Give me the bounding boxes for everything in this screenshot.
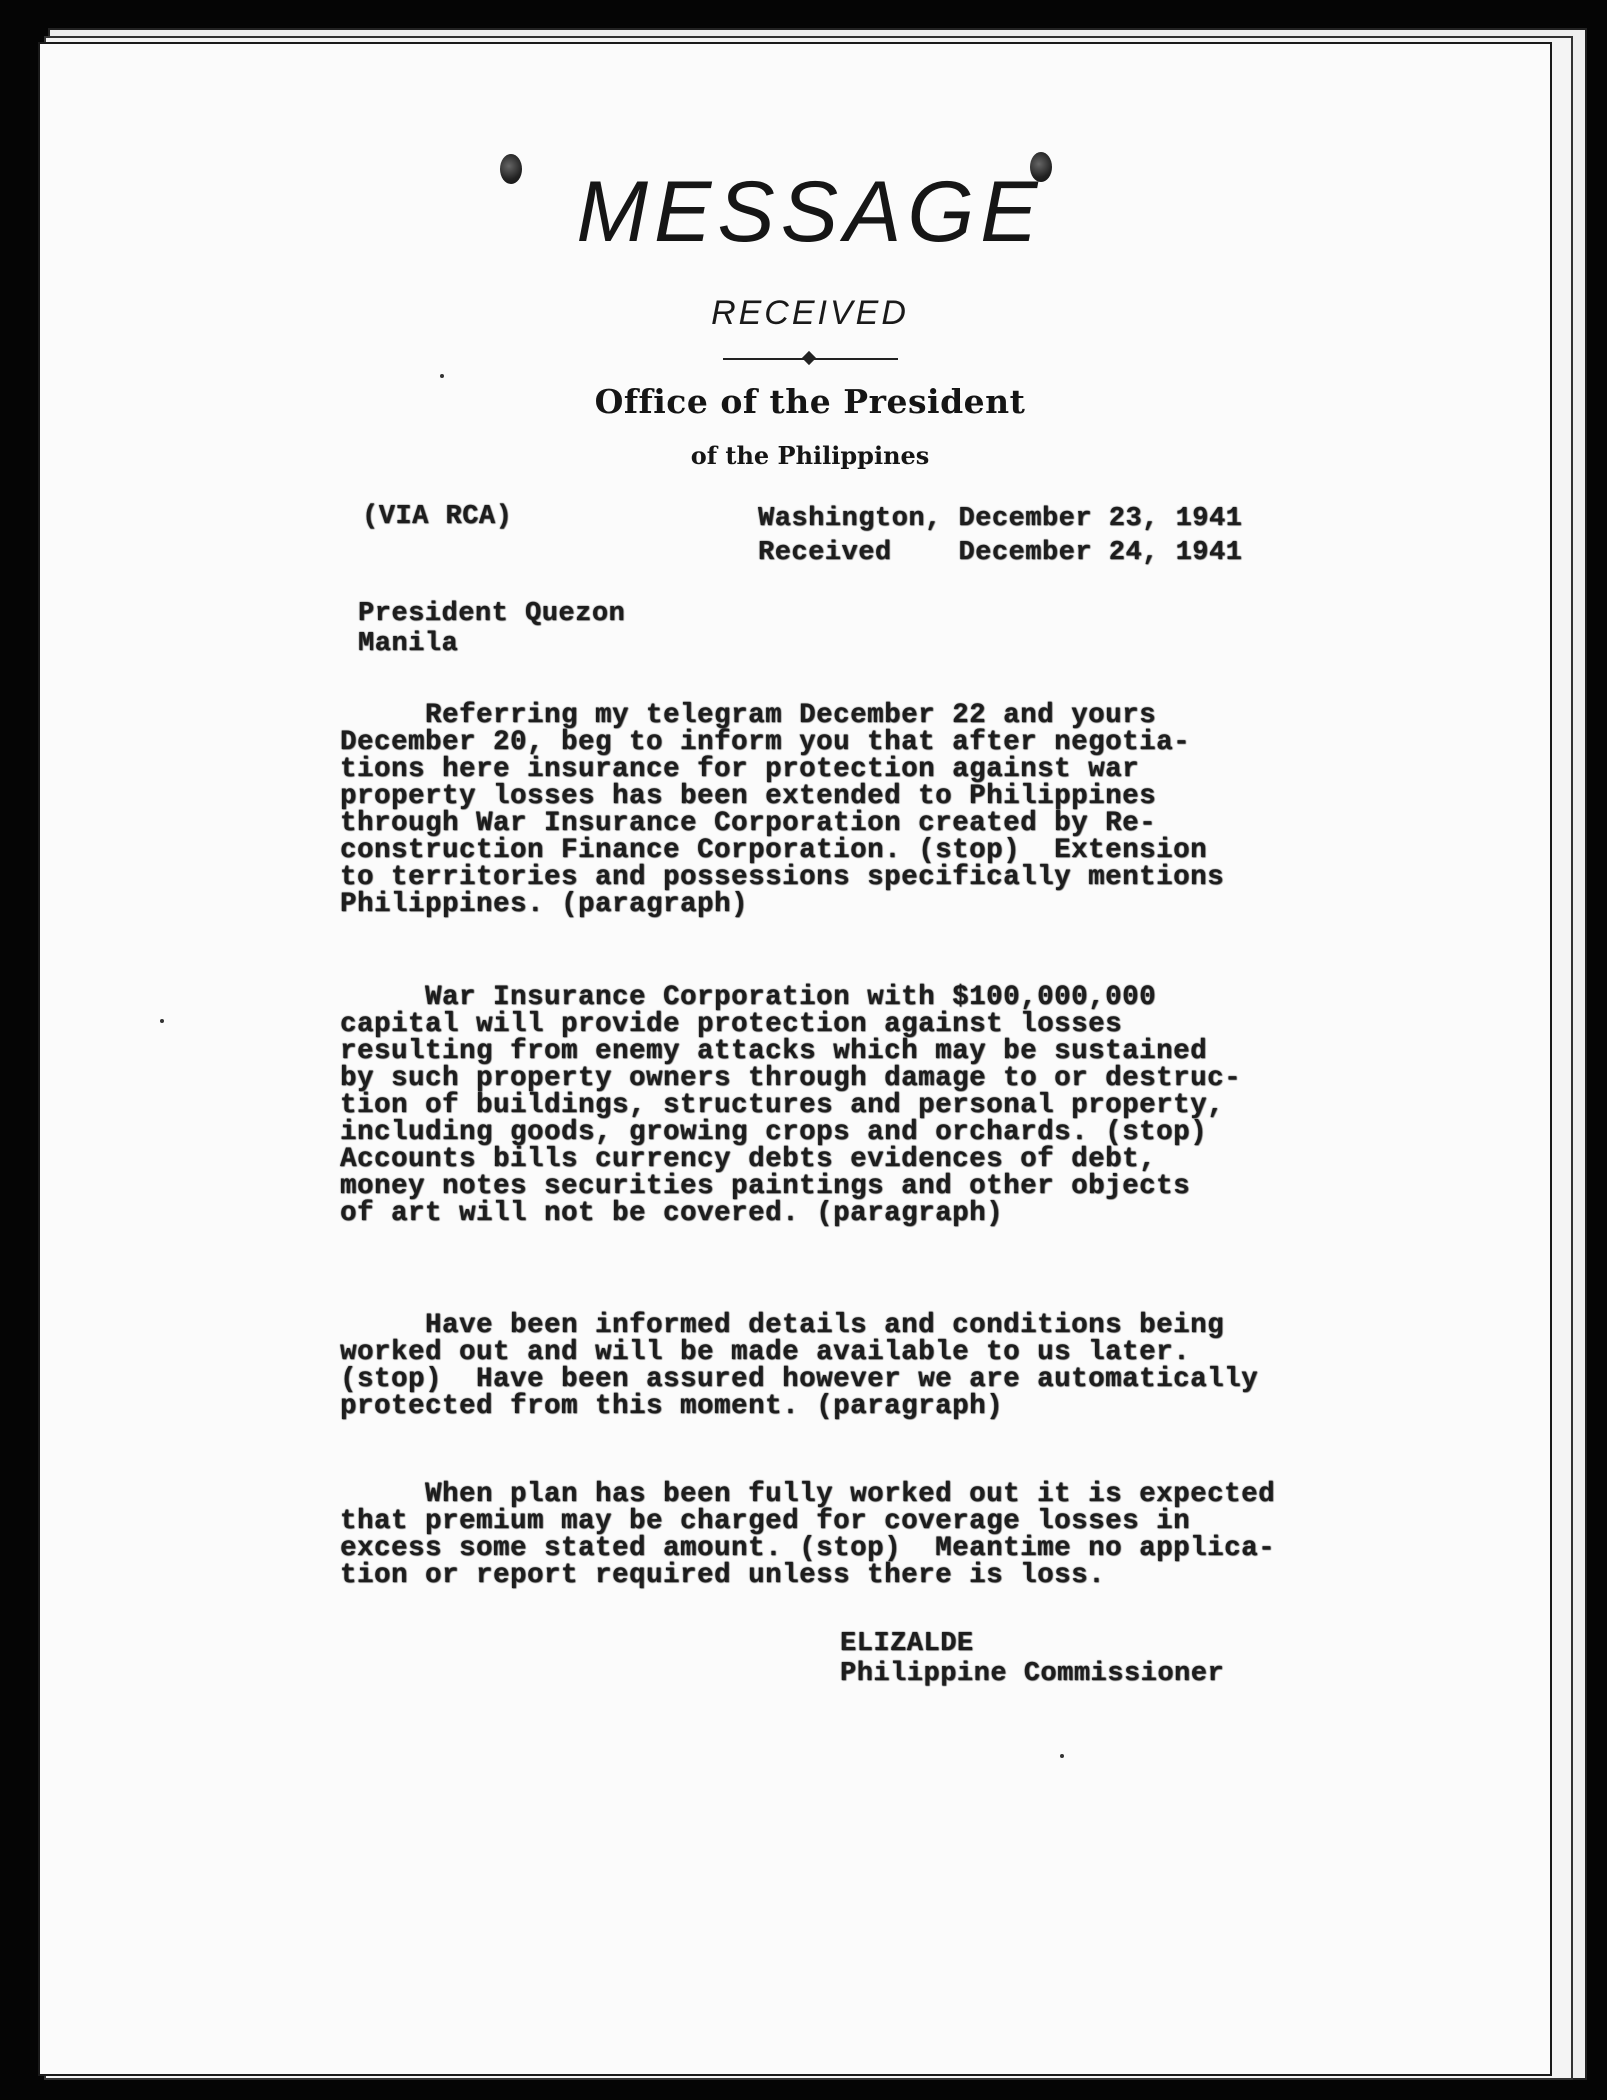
letterhead-office: Office of the President (594, 382, 1026, 421)
speck (160, 1019, 164, 1023)
addressee (358, 599, 625, 659)
via-line: (VIA RCA) (362, 502, 513, 532)
paragraph-text: Referring my telegram December 22 and yours December 20, beg to inform you that after negotia- tions here insurance for protection against war property losses has been extended to Philippines through War Insurance Corporation created by Re- construction Finance Corporation. (stop) Extension to territories and possessions specifically mentions Philippines. (paragraph) (340, 700, 1225, 920)
letterhead-subtitle: RECEIVED (711, 294, 909, 332)
message-paragraph (340, 1481, 1400, 1589)
sent-date: December 23, 1941 (958, 504, 1243, 534)
document-page (40, 44, 1550, 2074)
signer-name: ELIZALDE (840, 1629, 974, 1659)
signature-block (840, 1629, 1224, 1689)
sent-label: Washington, (758, 504, 942, 534)
paragraph-text: Have been informed details and conditions being worked out and will be made available to us later. (stop) Have been assured however we are automatically protected from this moment. (paragraph) (340, 1310, 1259, 1422)
signer-title: Philippine Commissioner (840, 1659, 1225, 1689)
addressee-city: Manila (358, 629, 459, 659)
message-paragraph (340, 702, 1400, 918)
speck (440, 374, 444, 378)
speck (1060, 1754, 1064, 1758)
ornament-diamond-icon (802, 351, 816, 365)
message-paragraph (340, 984, 1400, 1227)
punch-hole-icon (500, 154, 522, 184)
received-date: December 24, 1941 (958, 538, 1243, 568)
received-label: Received (758, 538, 892, 568)
letterhead-country: of the Philippines (690, 441, 930, 470)
paragraph-text: When plan has been fully worked out it is expected that premium may be charged for coverage losses in excess some stated amount. (stop) Meantime no applica- tion or report required unless there is loss. (340, 1479, 1276, 1591)
dateline (758, 502, 1242, 570)
paragraph-text: War Insurance Corporation with $100,000,000 capital will provide protection against losses resulting from enemy attacks which may be sustained by such property owners through damage to or destruc- tion of buildings, structures and personal property, including goods, growing crops and orchards. (stop) Accounts bills currency debts evidences of debt, money notes securities paintings and other objects of art will not be covered. (paragraph) (340, 982, 1242, 1229)
letterhead-title: MESSAGE (576, 164, 1044, 260)
message-paragraph (340, 1312, 1400, 1420)
addressee-name: President Quezon (358, 599, 626, 629)
